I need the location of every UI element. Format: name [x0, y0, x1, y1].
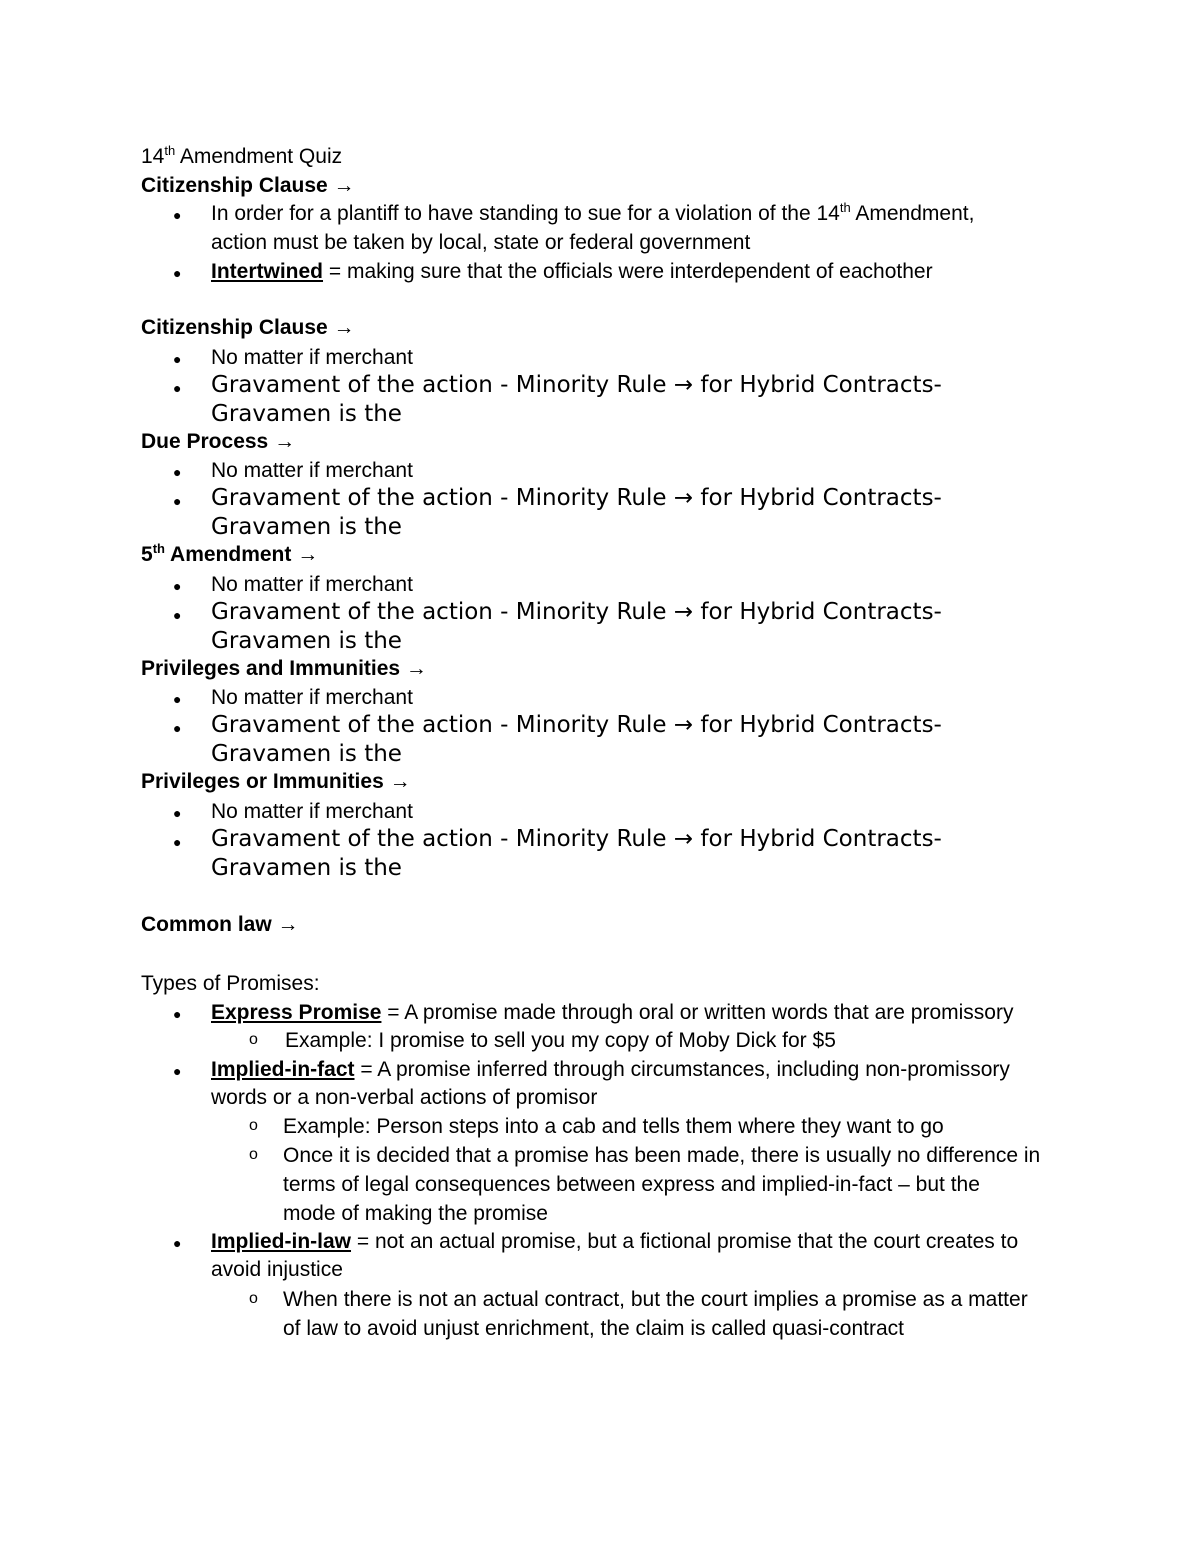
heading-suffix: Amendment → — [164, 543, 319, 566]
list-item-continuation: Gravamen is the — [211, 401, 402, 427]
list-item-text: = not an actual promise, but a fictional promise that the court creates to — [351, 1230, 1019, 1253]
list-item-text: Amendment, — [850, 202, 975, 225]
title-prefix: 14 — [141, 145, 165, 168]
list-item: No matter if merchant — [211, 346, 413, 369]
term-intertwined: Intertwined — [211, 260, 324, 283]
heading-prefix: 5 — [141, 543, 153, 566]
list-item: No matter if merchant — [211, 459, 413, 482]
list-item-text: In order for a plantiff to have standing to sue for a violation of the 14 — [211, 202, 840, 225]
sub-bullet-icon: o — [249, 1146, 258, 1163]
sub-bullet-icon: o — [249, 1290, 258, 1307]
heading-sup: th — [152, 541, 165, 556]
bullet-icon: ● — [173, 464, 182, 480]
list-item — [211, 1001, 1013, 1025]
bullet-icon: ● — [173, 720, 182, 736]
section-heading: Due Process → — [141, 430, 296, 453]
bullet-icon: ● — [173, 607, 182, 623]
section-heading: Privileges and Immunities → — [141, 657, 427, 680]
list-item-continuation: avoid injustice — [211, 1258, 343, 1281]
section-heading: Privileges or Immunities → — [141, 770, 411, 793]
bullet-icon: ● — [173, 805, 182, 821]
list-item: Gravament of the action - Minority Rule → for Hybrid Contracts- — [211, 485, 942, 511]
sub-list-item: Example: I promise to sell you my copy of Moby Dick for $5 — [285, 1029, 836, 1052]
list-item: Gravament of the action - Minority Rule → for Hybrid Contracts- — [211, 826, 942, 852]
list-item-text: = A promise inferred through circumstances, including non-promissory — [354, 1058, 1010, 1081]
list-item: Gravament of the action - Minority Rule → for Hybrid Contracts- — [211, 372, 942, 398]
list-item: No matter if merchant — [211, 800, 413, 823]
list-item: No matter if merchant — [211, 686, 413, 709]
list-item — [211, 260, 933, 284]
list-item-continuation: action must be taken by local, state or federal government — [211, 231, 751, 254]
bullet-icon: ● — [173, 265, 182, 281]
promises-heading: Types of Promises: — [141, 972, 320, 995]
list-item: Gravament of the action - Minority Rule → for Hybrid Contracts- — [211, 712, 942, 738]
term-express-promise: Express Promise — [211, 1001, 382, 1024]
list-item-continuation: Gravamen is the — [211, 514, 402, 540]
section-heading: Citizenship Clause → — [141, 174, 355, 197]
sub-bullet-icon: o — [249, 1031, 258, 1048]
list-item-continuation: words or a non-verbal actions of promisor — [211, 1086, 598, 1109]
list-item-continuation: Gravamen is the — [211, 741, 402, 767]
bullet-icon: ● — [173, 351, 182, 367]
list-item — [211, 1058, 1010, 1082]
sub-list-item: Once it is decided that a promise has been made, there is usually no difference in — [283, 1144, 1041, 1167]
list-item: No matter if merchant — [211, 573, 413, 596]
list-item — [211, 1230, 1018, 1254]
list-item-sup: th — [839, 200, 851, 215]
bullet-icon: ● — [173, 578, 182, 594]
bullet-icon: ● — [173, 1235, 182, 1251]
section-heading — [141, 543, 318, 567]
sub-list-item-continuation: of law to avoid unjust enrichment, the claim is called quasi-contract — [283, 1317, 904, 1340]
bullet-icon: ● — [173, 380, 182, 396]
section-heading: Citizenship Clause → — [141, 316, 355, 339]
sub-list-item: Example: Person steps into a cab and tells them where they want to go — [283, 1115, 944, 1138]
list-item: Gravament of the action - Minority Rule → for Hybrid Contracts- — [211, 599, 942, 625]
title-suffix: Amendment Quiz — [175, 145, 343, 168]
document-title — [141, 145, 342, 169]
list-item-continuation: Gravamen is the — [211, 855, 402, 881]
sub-bullet-icon: o — [249, 1117, 258, 1134]
term-implied-in-fact: Implied-in-fact — [211, 1058, 355, 1081]
list-item — [211, 202, 974, 226]
list-item-continuation: Gravamen is the — [211, 628, 402, 654]
bullet-icon: ● — [173, 1063, 182, 1079]
sub-list-item-continuation: mode of making the promise — [283, 1202, 548, 1225]
bullet-icon: ● — [173, 691, 182, 707]
list-item-text: = making sure that the officials were interdependent of eachother — [323, 260, 933, 283]
bullet-icon: ● — [173, 1006, 182, 1022]
sub-list-item-continuation: terms of legal consequences between express and implied-in-fact – but the — [283, 1173, 980, 1196]
bullet-icon: ● — [173, 207, 182, 223]
section-heading: Common law → — [141, 913, 299, 936]
title-sup: th — [164, 143, 176, 158]
sub-list-item: When there is not an actual contract, but the court implies a promise as a matter — [283, 1288, 1028, 1311]
term-implied-in-law: Implied-in-law — [211, 1230, 352, 1253]
bullet-icon: ● — [173, 834, 182, 850]
list-item-text: = A promise made through oral or written words that are promissory — [381, 1001, 1014, 1024]
bullet-icon: ● — [173, 493, 182, 509]
